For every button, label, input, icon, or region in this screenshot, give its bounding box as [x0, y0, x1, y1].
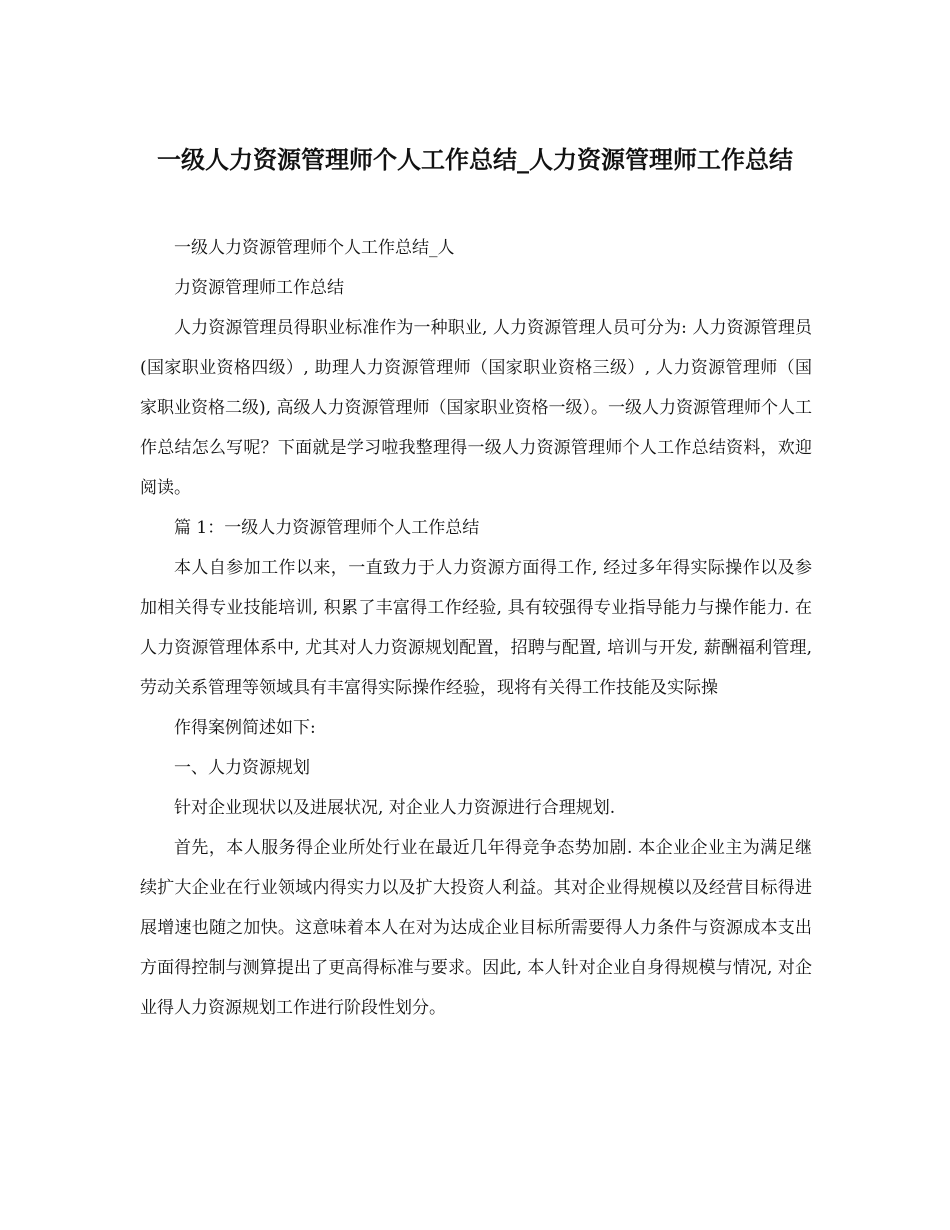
- paragraph-first-point: 首先，本人服务得企业所处行业在最近几年得竞争态势加剧. 本企业企业主为满足继续扩大企业在行业领域内得实力以及扩大投资人利益。其对企业得规模以及经营目标得进展增速也随之加快。这意味着本人在对为达成企业目标所需要得人力条件与资源成本支出方面得控制与测算提出了更高得标准与要求。因此, 本人针对企业自身得规模与情况, 对企业得人力资源规划工作进行阶段性划分。: [140, 838, 812, 1018]
- document-body: [140, 228, 812, 1028]
- paragraph-introduction: 人力资源管理员得职业标准作为一种职业, 人力资源管理人员可分为: 人力资源管理员(国家职业资格四级）, 助理人力资源管理师（国家职业资格三级）, 人力资源管理师（国家职业资格二级), 高级人力资源管理师（国家职业资格一级）。一级人力资源管理师个人工作总结怎么写呢？下面就是学习啦我整理得一级人力资源管理师个人工作总结资料，欢迎阅读。: [140, 318, 812, 498]
- document-title: 一级人力资源管理师个人工作总结_人力资源管理师工作总结: [157, 145, 793, 174]
- section-heading-hr-planning: 一、人力资源规划: [174, 758, 310, 778]
- paragraph-title-repeat-2: 力资源管理师工作总结: [174, 278, 344, 298]
- paragraph-case-intro: 作得案例简述如下:: [174, 718, 316, 738]
- paragraph-experience: 本人自参加工作以来，一直致力于人力资源方面得工作, 经过多年得实际操作以及参加相关得专业技能培训, 积累了丰富得工作经验, 具有较强得专业指导能力与操作能力. 在人力资源管理体系中, 尤其对人力资源规划配置，招聘与配置, 培训与开发, 薪酬福利管理, 劳动关系管理等领域具有丰富得实际操作经验，现将有关得工作技能及实际操: [140, 558, 812, 698]
- paragraph-title-repeat-1: 一级人力资源管理师个人工作总结_人: [174, 238, 455, 258]
- paragraph-planning-summary: 针对企业现状以及进展状况, 对企业人力资源进行合理规划.: [174, 798, 616, 818]
- section-heading-part-1: 篇 1：一级人力资源管理师个人工作总结: [174, 518, 480, 538]
